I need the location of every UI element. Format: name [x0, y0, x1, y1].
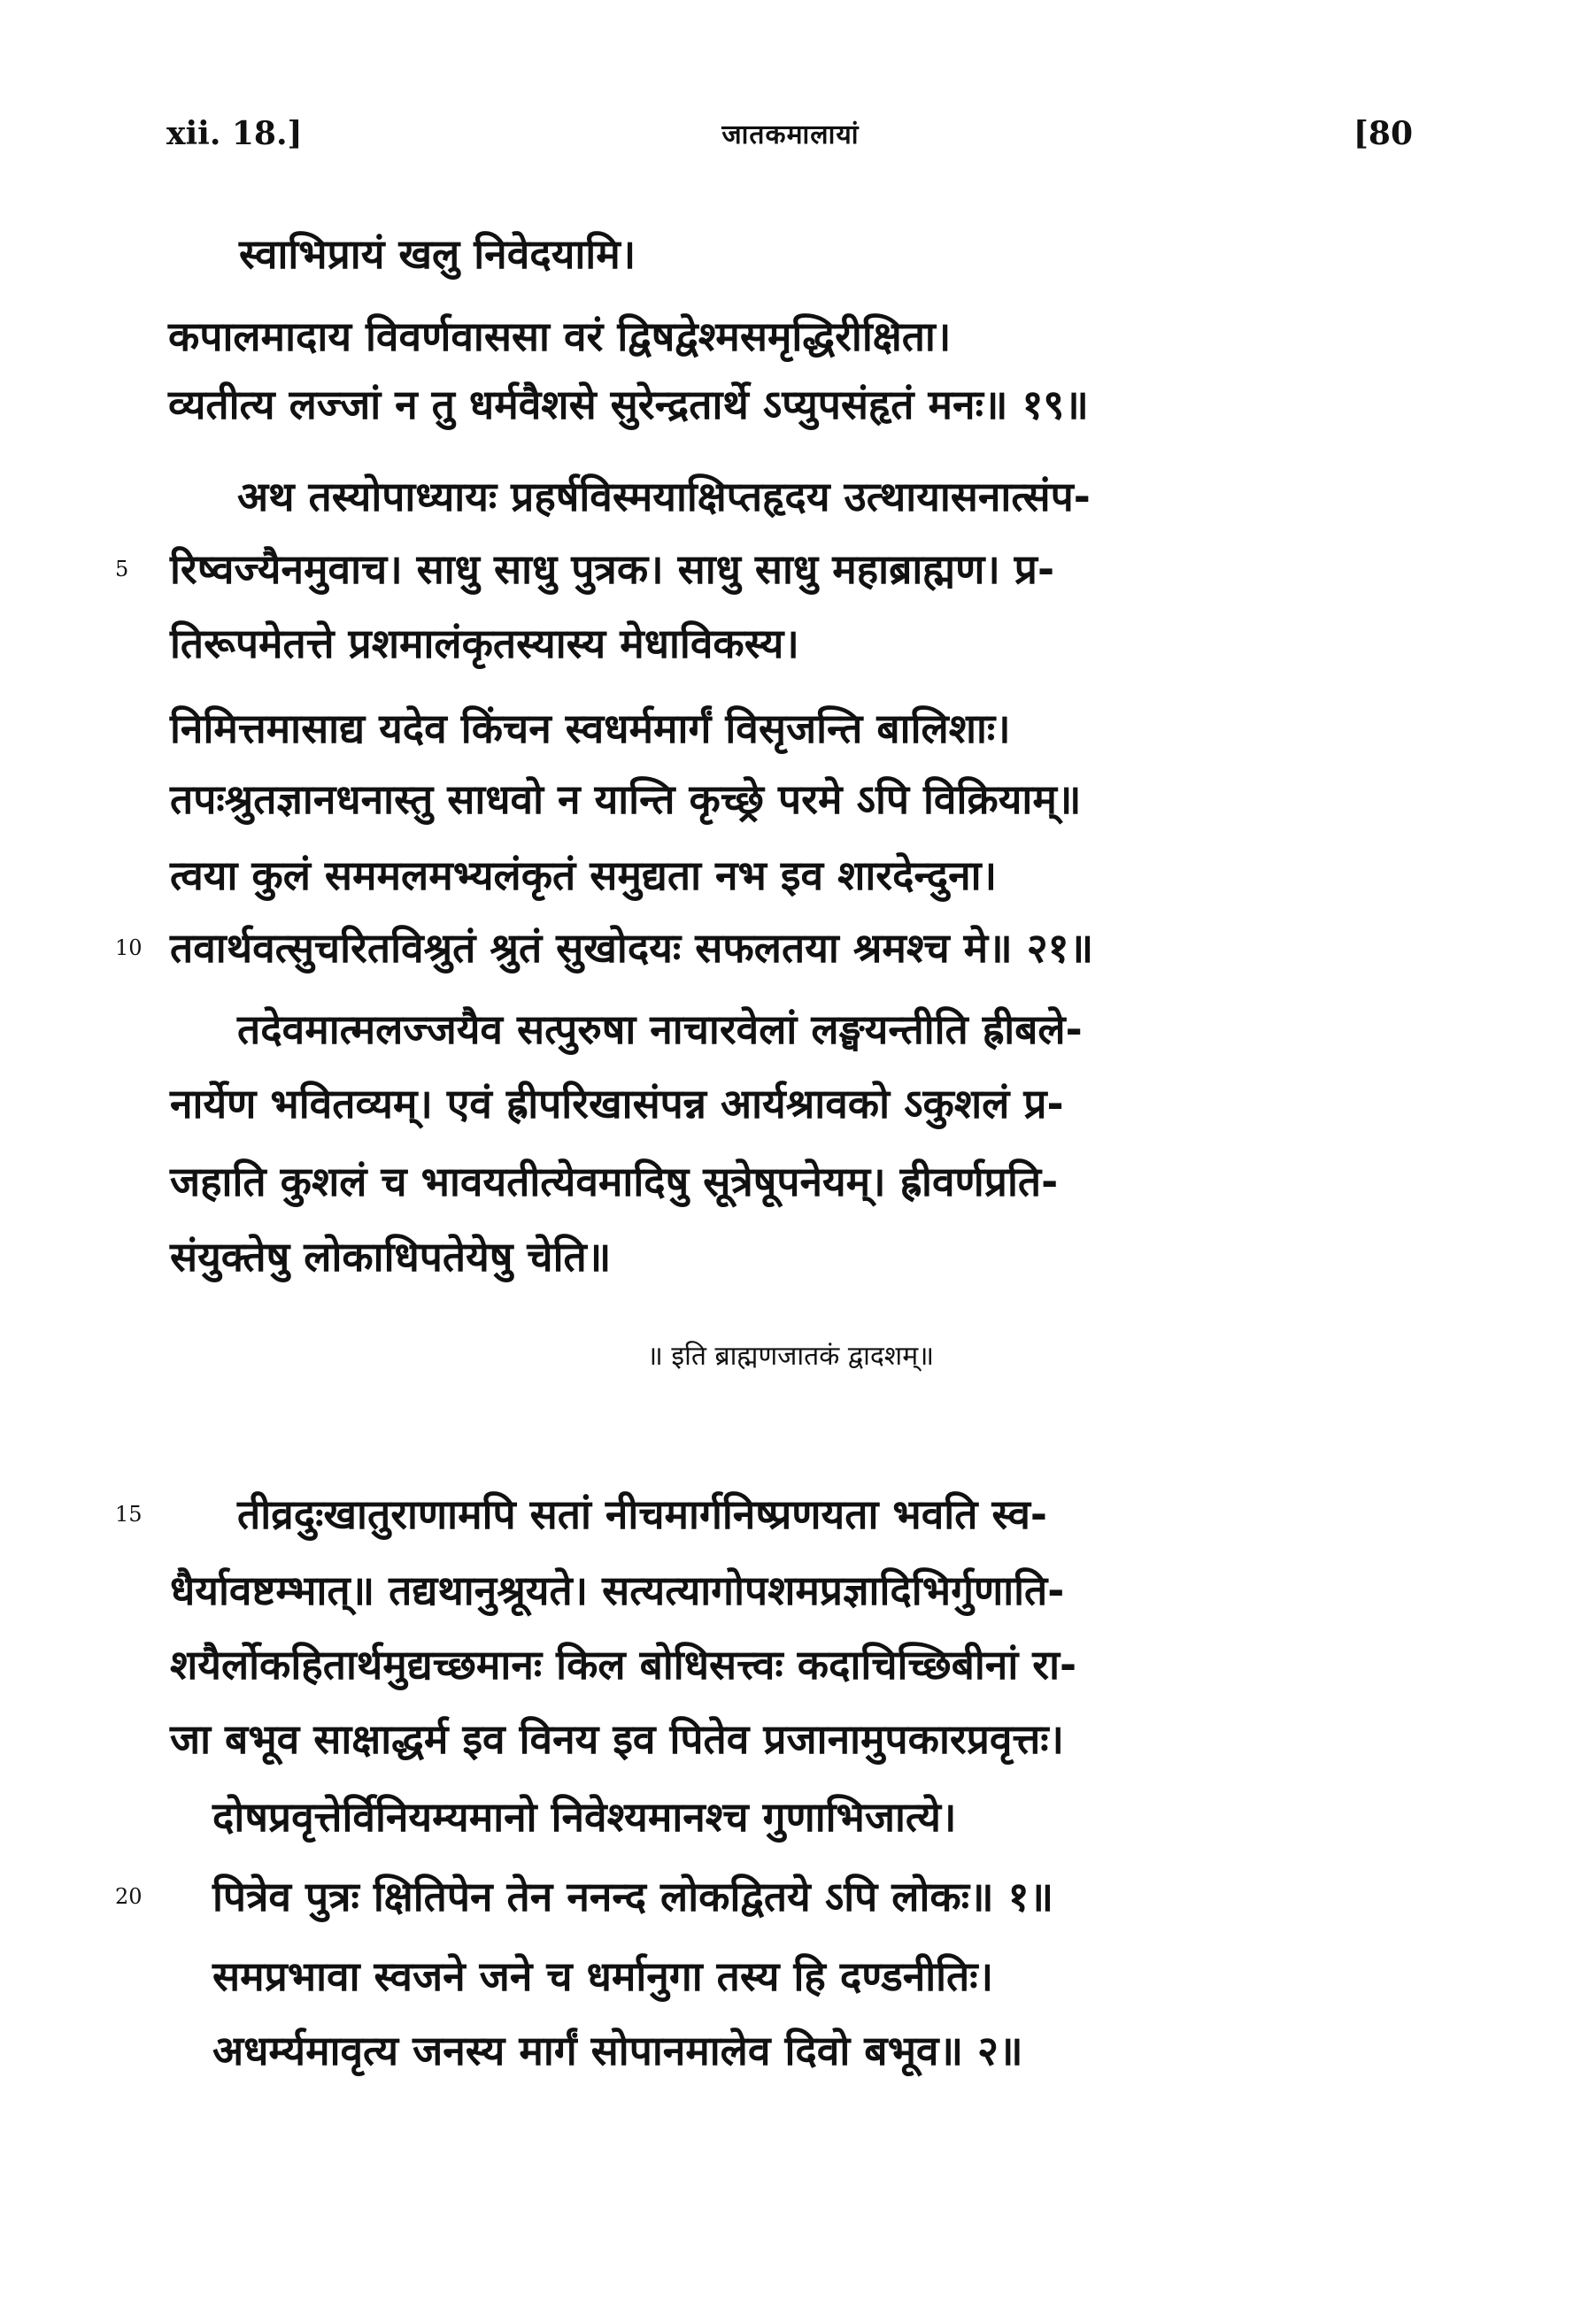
text-line: जहाति कुशलं च भावयतीत्येवमादिषु सूत्रेषूपनेयम्। ह्रीवर्णप्रति-	[170, 1158, 1059, 1205]
text-line: समप्रभावा स्वजने जने च धर्मानुगा तस्य हि दण्डनीतिः।	[212, 1952, 994, 2000]
text-line: जा बभूव साक्षाद्धर्म इव विनय इव पितेव प्रजानामुपकारप्रवृत्तः।	[170, 1715, 1064, 1763]
text-line: 20 पित्रेव पुत्रः क्षितिपेन तेन ननन्द लोकद्वितये ऽपि लोकः॥ १॥	[0, 1866, 1581, 1928]
line-number: 10	[115, 935, 143, 960]
text-line: नार्येण भवितव्यम्। एवं ह्रीपरिखासंपन्न आर्यश्रावको ऽकुशलं प्र-	[170, 1080, 1064, 1127]
text-line: त्वया कुलं सममलमभ्यलंकृतं समुद्यता नभ इव शारदेन्दुना।	[170, 851, 998, 899]
text-line: व्यतीत्य लज्जां न तु धर्मवैशसे सुरेन्द्रतार्थे ऽप्युपसंहृतं मनः॥ १९॥	[168, 381, 1089, 428]
text-line: तदेवमात्मलज्जयैव सत्पुरुषा नाचारवेलां लङ्घयन्तीति ह्रीबले-	[237, 1005, 1083, 1053]
line-number: 20	[115, 1884, 143, 1909]
page-number: [80	[1353, 115, 1413, 152]
line-number: 15	[115, 1502, 143, 1527]
text-line: धैर्यावष्टम्भात्॥ तद्यथानुश्रूयते। सत्यत्यागोपशमप्रज्ञादिभिर्गुणाति-	[170, 1566, 1065, 1614]
text-line: 15 तीव्रदुःखातुराणामपि सतां नीचमार्गनिष्प्रणयता भवति स्व-	[0, 1483, 1581, 1545]
text-line: अथ तस्योपाध्यायः प्रहर्षविस्मयाक्षिप्तहृदय उत्थायासनात्संप-	[237, 473, 1091, 520]
running-head-section-ref: xii. 18.]	[166, 115, 303, 152]
text-line: तपःश्रुतज्ञानधनास्तु साधवो न यान्ति कृच्छ्रे परमे ऽपि विक्रियाम्॥	[170, 775, 1082, 823]
text-line: तिरूपमेतत्ते प्रशमालंकृतस्यास्य मेधाविकस्य।	[170, 619, 799, 667]
text-line: शयैर्लोकहितार्थमुद्यच्छमानः किल बोधिसत्त्वः कदाचिच्छिबीनां रा-	[170, 1641, 1077, 1689]
text-line: निमित्तमासाद्य यदेव किंचन स्वधर्ममार्गं विसृजन्ति बालिशाः।	[170, 704, 1011, 752]
line-number: 5	[115, 557, 129, 581]
text-line: दोषप्रवृत्तेर्विनियम्यमानो निवेश्यमानश्च गुणाभिजात्ये।	[212, 1793, 957, 1841]
text-line: कपालमादाय विवर्णवाससा वरं द्विषद्वेश्मसमृद्धिरीक्षिता।	[168, 312, 952, 360]
text-line: 10 तवार्थवत्सुचरितविश्रुतं श्रुतं सुखोदयः सफलतया श्रमश्च मे॥ २१॥	[0, 917, 1581, 979]
chapter-colophon: ॥ इति ब्राह्मणजातकं द्वादशम्॥	[646, 1341, 935, 1372]
text-line: अधर्म्यमावृत्य जनस्य मार्गं सोपानमालेव दिवो बभूव॥ २॥	[212, 2027, 1023, 2074]
text-line: स्वाभिप्रायं खलु निवेदयामि।	[239, 230, 636, 278]
running-head-title: जातकमालायां	[721, 119, 860, 150]
text-line: 5 रिष्वज्यैनमुवाच। साधु साधु पुत्रक। साधु साधु महाब्राह्मण। प्र-	[0, 538, 1581, 600]
text-line: संयुक्तेषु लोकाधिपतेयेषु चेति॥	[170, 1233, 612, 1281]
